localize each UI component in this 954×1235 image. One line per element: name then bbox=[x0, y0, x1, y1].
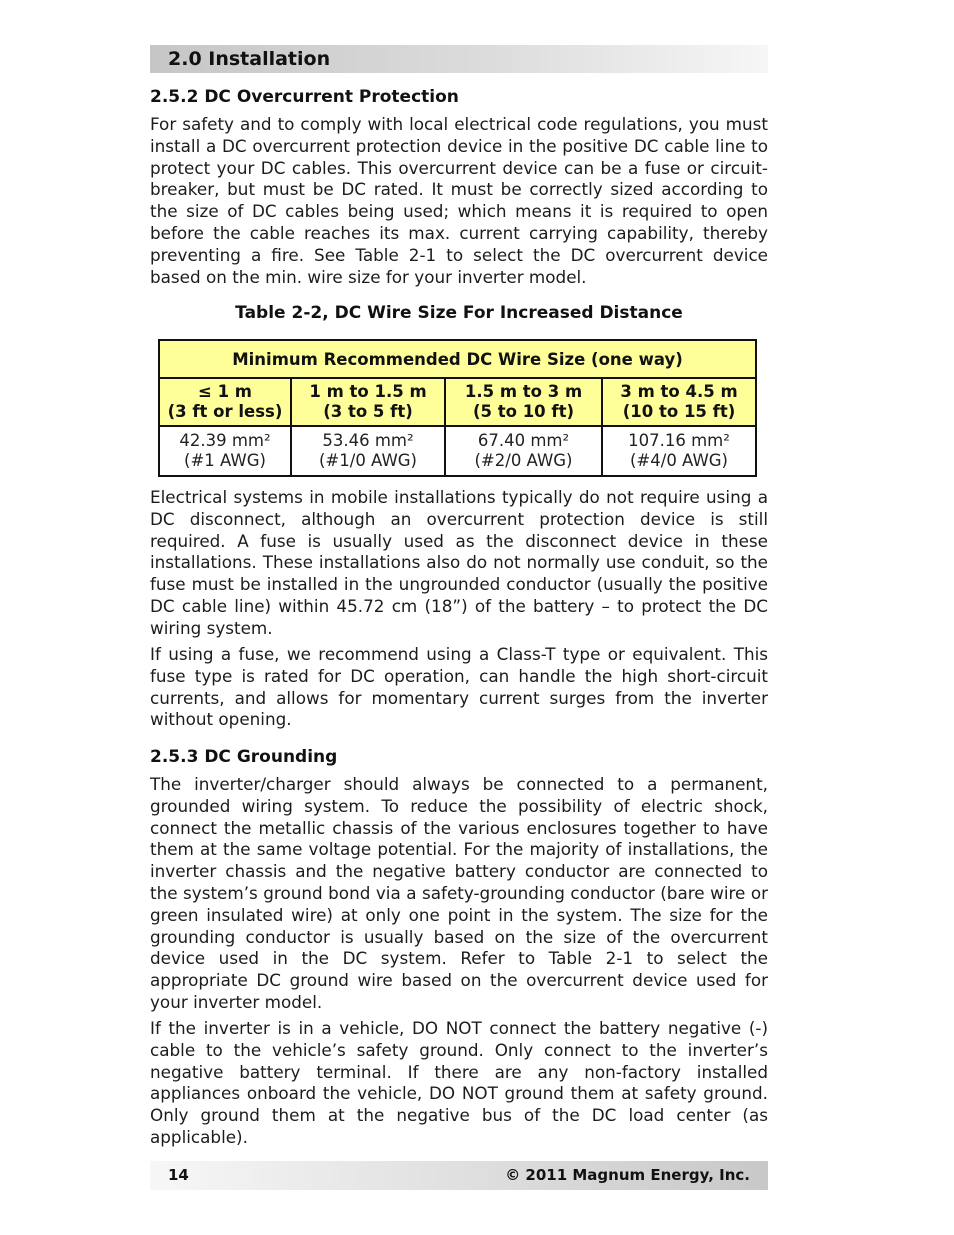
table-cell: 67.40 mm² (#2/0 AWG) bbox=[445, 426, 602, 476]
column-header: 3 m to 4.5 m (10 to 15 ft) bbox=[602, 378, 756, 426]
copyright-text: © 2011 Magnum Energy, Inc. bbox=[505, 1166, 750, 1184]
table-title: Minimum Recommended DC Wire Size (one way) bbox=[159, 340, 756, 378]
column-header: 1.5 m to 3 m (5 to 10 ft) bbox=[445, 378, 602, 426]
table-cell: 53.46 mm² (#1/0 AWG) bbox=[291, 426, 445, 476]
dc-wire-size-table bbox=[158, 339, 757, 477]
table-cell: 42.39 mm² (#1 AWG) bbox=[159, 426, 291, 476]
page-number: 14 bbox=[168, 1166, 189, 1184]
page-footer bbox=[150, 1161, 768, 1190]
table-caption: Table 2-2, DC Wire Size For Increased Distance bbox=[235, 303, 683, 323]
paragraph-overcurrent-intro: For safety and to comply with local electrical code regulations, you must install a DC overcurrent protection device in the positive DC cable line to protect your DC cables. This overcurrent device can be a fuse or circuit-breaker, but must be DC rated. It must be correctly sized according to the size of DC cables being used; which means it is required to open before the cable reaches its max. current carrying capability, thereby preventing a fire. See Table 2-1 to select the DC overcurrent device based on the min. wire size for your inverter model. bbox=[150, 114, 768, 287]
paragraph-mobile-installations: Electrical systems in mobile installations typically do not require using a DC disconnect, although an overcurrent protection device is still required. A fuse is usually used as the disconnect device in these installations. These installations also do not normally use conduit, so the fuse must be installed in the ungrounded conductor (usually the positive DC cable line) within 45.72 cm (18”) of the battery – to protect the DC wiring system. bbox=[150, 487, 768, 638]
paragraph-vehicle-grounding: If the inverter is in a vehicle, DO NOT connect the battery negative (-) cable to the vehicle’s safety ground. Only connect to the inverter’s negative battery terminal. If there are any non-factory installed appliances onboard the vehicle, DO NOT ground them at safety ground. Only ground them at the negative bus of the DC load center (as applicable). bbox=[150, 1018, 768, 1147]
paragraph-grounding-system: The inverter/charger should always be connected to a permanent, grounded wiring system. To reduce the possibility of electric shock, connect the metallic chassis of the various enclosures together to have them at the same voltage potential. For the majority of installations, the inverter chassis and the negative battery conductor are connected to the system’s ground bond via a safety-grounding conductor (bare wire or green insulated wire) at only one point in the system. The size for the grounding conductor is usually based on the size of the overcurrent device used in the DC system. Refer to Table 2-1 to select the appropriate DC ground wire based on the overcurrent device used for your inverter model. bbox=[150, 774, 768, 1012]
column-header: ≤ 1 m (3 ft or less) bbox=[159, 378, 291, 426]
table-cell: 107.16 mm² (#4/0 AWG) bbox=[602, 426, 756, 476]
column-header: 1 m to 1.5 m (3 to 5 ft) bbox=[291, 378, 445, 426]
section-title: 2.0 Installation bbox=[168, 48, 331, 70]
paragraph-fuse-recommendation: If using a fuse, we recommend using a Class-T type or equivalent. This fuse type is rated for DC operation, can handle the high short-circuit currents, and allows for momentary current surges from the inverter without opening. bbox=[150, 644, 768, 730]
heading-dc-overcurrent: 2.5.2 DC Overcurrent Protection bbox=[150, 87, 459, 107]
heading-dc-grounding: 2.5.3 DC Grounding bbox=[150, 747, 338, 767]
section-header-bar bbox=[150, 45, 768, 73]
